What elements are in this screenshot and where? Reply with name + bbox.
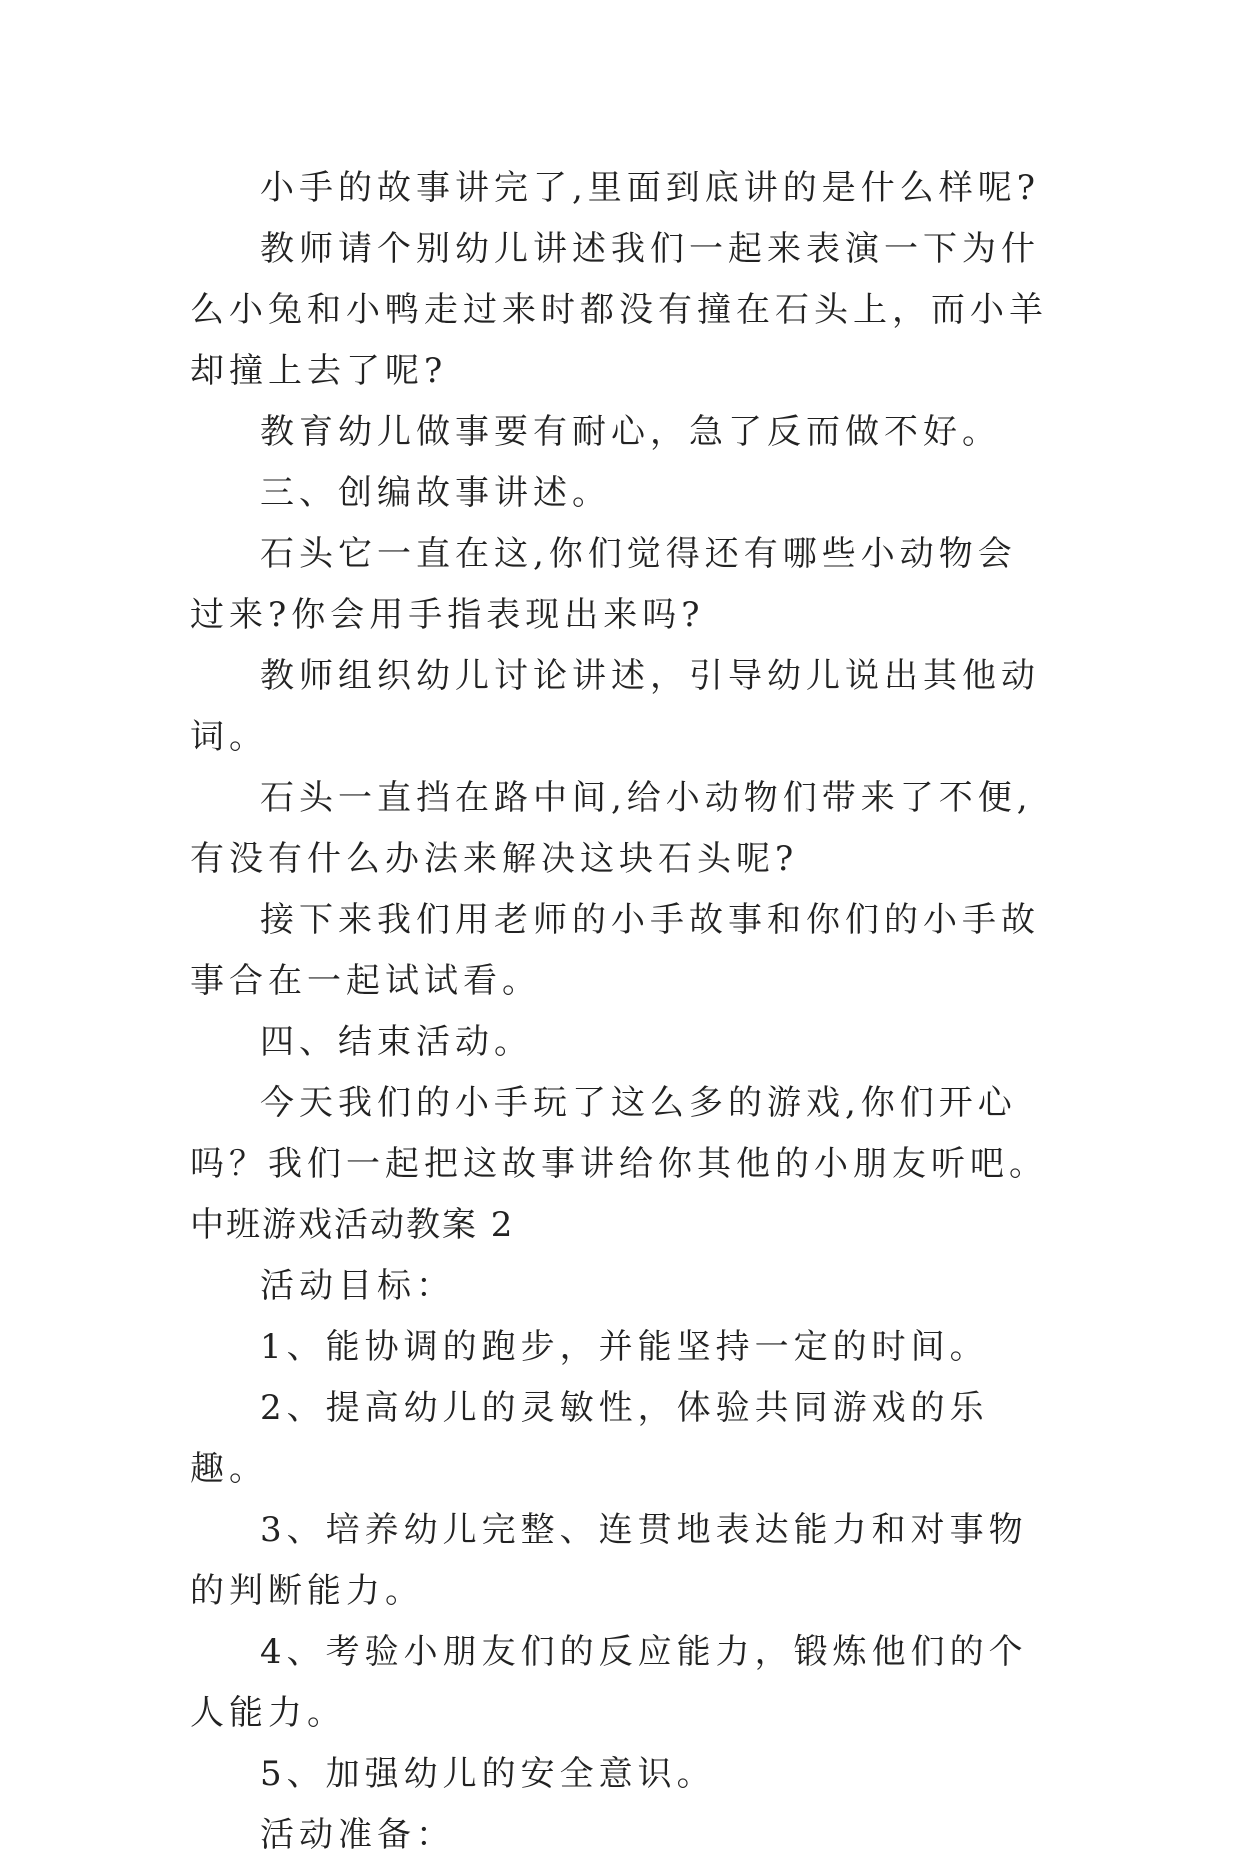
paragraph: 教育幼儿做事要有耐心，急了反而做不好。 bbox=[260, 412, 1001, 452]
paragraph: 今天我们的小手玩了这么多的游戏,你们开心吗？我们一起把这故事讲给你其他的小朋友听吧。 bbox=[190, 1083, 1048, 1184]
paragraph: 四、结束活动。 bbox=[260, 1022, 533, 1062]
paragraph: 接下来我们用老师的小手故事和你们的小手故事合在一起试试看。 bbox=[190, 900, 1040, 1001]
paragraph: 2、提高幼儿的灵敏性，体验共同游戏的乐趣。 bbox=[190, 1388, 989, 1489]
paragraph: 4、考验小朋友们的反应能力，锻炼他们的个人能力。 bbox=[190, 1632, 1028, 1733]
paragraph: 活动准备： bbox=[260, 1815, 455, 1855]
paragraph: 5、加强幼儿的安全意识。 bbox=[260, 1754, 716, 1794]
paragraph: 石头一直挡在路中间,给小动物们带来了不便,有没有什么办法来解决这块石头呢? bbox=[190, 778, 1033, 879]
section-title: 中班游戏活动教案 2 bbox=[190, 1205, 515, 1245]
paragraph: 1、能协调的跑步，并能坚持一定的时间。 bbox=[260, 1327, 989, 1367]
paragraph: 石头它一直在这,你们觉得还有哪些小动物会过来?你会用手指表现出来吗? bbox=[190, 534, 1017, 635]
paragraph: 活动目标： bbox=[260, 1266, 455, 1306]
paragraph: 教师请个别幼儿讲述我们一起来表演一下为什么小兔和小鸭走过来时都没有撞在石头上，而小羊却撞上去了呢? bbox=[190, 229, 1048, 391]
paragraph: 小手的故事讲完了,里面到底讲的是什么样呢? bbox=[260, 168, 1041, 208]
paragraph: 教师组织幼儿讨论讲述，引导幼儿说出其他动词。 bbox=[190, 656, 1040, 757]
paragraph: 3、培养幼儿完整、连贯地表达能力和对事物的判断能力。 bbox=[190, 1510, 1028, 1611]
paragraph: 三、创编故事讲述。 bbox=[260, 473, 611, 513]
document-body bbox=[190, 158, 1050, 1866]
